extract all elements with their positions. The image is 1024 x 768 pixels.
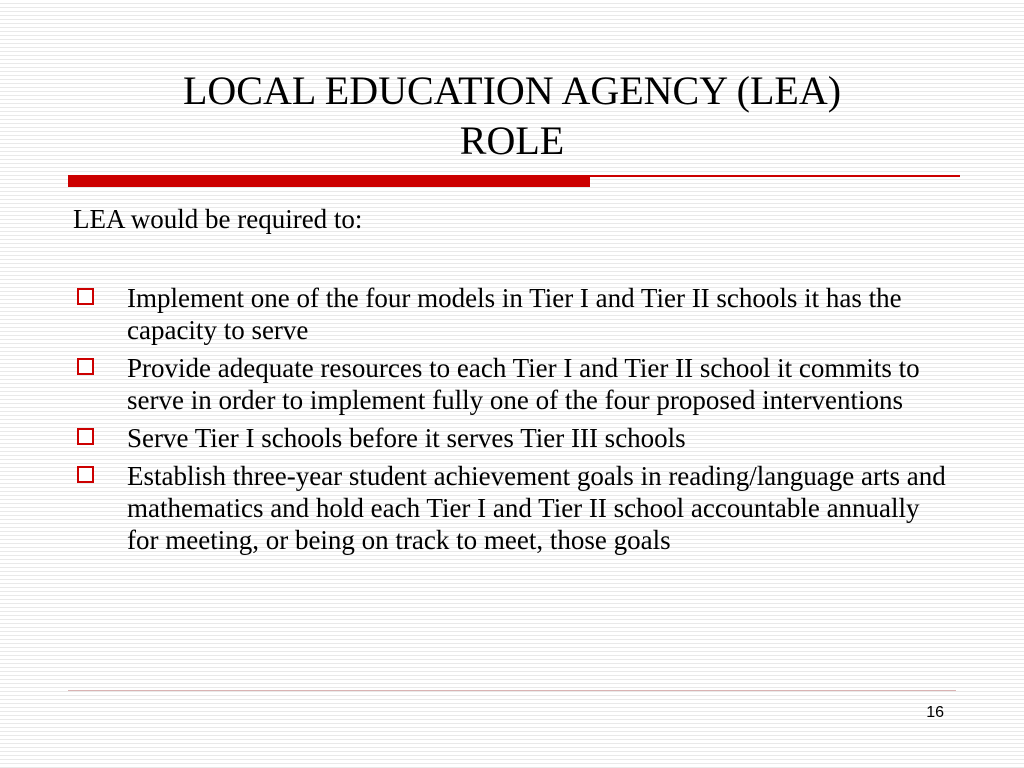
slide-title-line-1: LOCAL EDUCATION AGENCY (LEA): [182, 68, 842, 113]
bullet-list: [73, 282, 953, 562]
bullet-item: [73, 422, 953, 454]
bullet-item: [73, 352, 953, 416]
bullet-text: Provide adequate resources to each Tier I and Tier II school it commits to serve in order to implement fully one of the four proposed interventions: [127, 353, 920, 415]
hollow-square-bullet-icon: [77, 466, 94, 483]
title-underline-thick: [68, 175, 590, 187]
bullet-text: Serve Tier I schools before it serves Tier III schools: [127, 423, 686, 453]
bullet-item: [73, 282, 953, 346]
footer-divider: [68, 690, 956, 691]
intro-text: LEA would be required to:: [73, 204, 363, 234]
hollow-square-bullet-icon: [77, 288, 94, 305]
hollow-square-bullet-icon: [77, 358, 94, 375]
bullet-text: Implement one of the four models in Tier I and Tier II schools it has the capacity to serve: [127, 283, 902, 345]
hollow-square-bullet-icon: [77, 428, 94, 445]
bullet-item: [73, 460, 953, 556]
bullet-text: Establish three-year student achievement goals in reading/language arts and mathematics and hold each Tier I and Tier II school accountable annually for meeting, or being on track to meet, those goals: [127, 461, 946, 555]
title-underline-thin: [590, 175, 960, 177]
slide-title: [60, 66, 964, 166]
page-number: 16: [926, 704, 944, 721]
slide-title-line-2: ROLE: [459, 118, 565, 163]
